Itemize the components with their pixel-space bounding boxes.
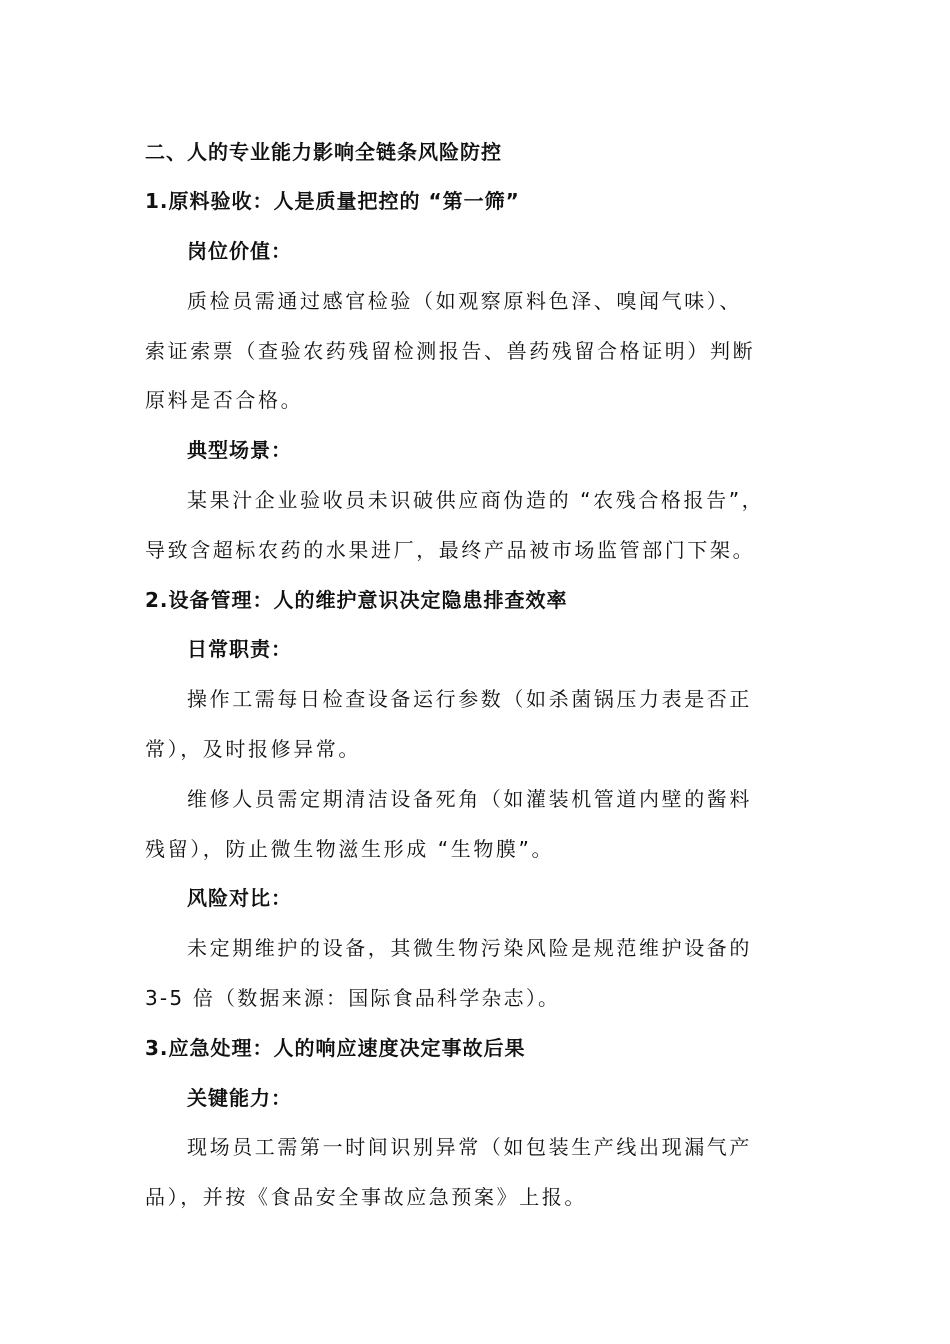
paragraph-line: 质检员需通过感官检验（如观察原料色泽、嗅闻气味）、 [187, 289, 742, 313]
label-key-ability: 关键能力： [187, 1086, 292, 1110]
section-title: 二、人的专业能力影响全链条风险防控 [145, 140, 502, 164]
paragraph-line: 某果汁企业验收员未识破供应商伪造的 “农残合格报告”， [187, 488, 765, 512]
paragraph-line: 常），及时报修异常。 [145, 737, 361, 761]
paragraph-line: 残留），防止微生物滋生形成 “生物膜”。 [145, 837, 555, 861]
label-risk-comparison: 风险对比： [187, 886, 292, 910]
label-position-value: 岗位价值： [187, 239, 292, 263]
label-daily-duties: 日常职责： [187, 637, 292, 661]
subsection-heading-raw-material: 1.原料验收：人是质量把控的 “第一筛” [145, 189, 520, 213]
label-typical-scenario: 典型场景： [187, 438, 292, 462]
subsection-heading-equipment: 2.设备管理：人的维护意识决定隐患排查效率 [145, 588, 568, 612]
paragraph-line: 导致含超标农药的水果进厂，最终产品被市场监管部门下架。 [145, 538, 756, 562]
paragraph-line: 原料是否合格。 [145, 388, 304, 412]
paragraph-line: 维修人员需定期清洁设备死角（如灌装机管道内壁的酱料 [187, 787, 752, 811]
paragraph-line: 操作工需每日检查设备运行参数（如杀菌锅压力表是否正 [187, 687, 752, 711]
paragraph-line: 未定期维护的设备，其微生物污染风险是规范维护设备的 [187, 936, 752, 960]
paragraph-line: 索证索票（查验农药残留检测报告、兽药残留合格证明）判断 [145, 339, 756, 363]
paragraph-line: 品），并按《食品安全事故应急预案》上报。 [145, 1185, 587, 1209]
paragraph-line: 现场员工需第一时间识别异常（如包装生产线出现漏气产 [187, 1135, 752, 1159]
subsection-heading-emergency: 3.应急处理：人的响应速度决定事故后果 [145, 1036, 526, 1060]
paragraph-line: 3-5 倍（数据来源：国际食品科学杂志）。 [145, 986, 561, 1010]
